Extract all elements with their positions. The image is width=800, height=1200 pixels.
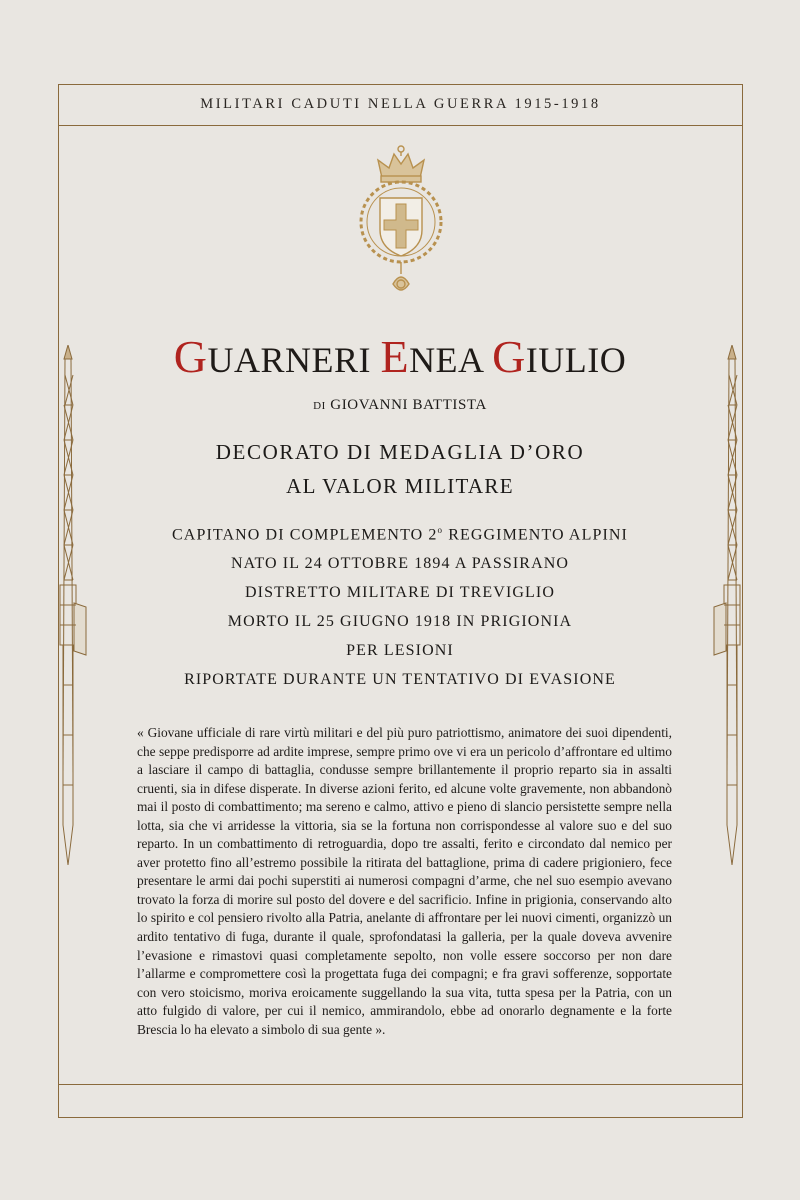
cause-line-1: PER LESIONI — [346, 642, 454, 659]
series-title: MILITARI CADUTI NELLA GUERRA 1915-1918 — [200, 96, 601, 112]
right-lattice-flagpole-icon — [712, 345, 752, 870]
father-prefix: DI — [313, 400, 326, 412]
first-name-initial: E — [380, 331, 410, 382]
medal-motivation: « Giovane ufficiale di rare virtù militari e del più puro patriottismo, animatore dei suoi dipendenti, che seppe predisporre ad ardite imprese, sempre primo ove vi era un pericolo d’affrontare ed ultimo a lasciare il campo di battaglia, condusse sempre brillantemente il proprio reparto sia in assalti cruenti, sia in difese disperate. In diverse azioni ferito, ed alcune volte gravemente, non abbandonò mai il posto di combattimento; ma sereno e calmo, attivo e pieno di slancio persistette sempre nella lotta, sia che vi arridesse la vittoria, sia se la fortuna non corrispondesse al valore suo e del suo reparto. In un combattimento di retroguardia, dopo tre assalti, ferito e circondato dal nemico per aver protetto fino all’estremo possibile la ritirata del battaglione, prima di cadere prigioniero, fece presentare le armi dai pochi superstiti ai numerosi compagni d’arme, che nel suo esempio avevano trovato la forza di morire sul posto del dovere e del sacrificio. Infine in prigionia, conservando alto lo spirito e col pensiero rivolto alla Patria, anelante di affrontare per lei nuovi cimenti, organizzò un ardito tentativo di fuga, durante il quale, sprofondatasi la galleria, per la quale doveva avvenire l’evasione e rimastovi quasi completamente sepolto, non volle essere soccorso per non dare l’allarme e compromettere così la progettata fuga dei compagni; e fra gravi sofferenze, sopportate con vero stoicismo, moriva eroicamente suggellando la sua vita, tutta spesa per la Patria, con un atto fulgido di valore, per cui il nemico, ammirandolo, ebbe ad onorarlo degnamente e la forte Brescia lo ha elevato a simbolo di sua gente ». — [137, 725, 672, 1037]
second-name-initial: G — [492, 331, 526, 382]
left-lattice-flagpole-icon — [48, 345, 88, 870]
second-name-rest: IULIO — [525, 340, 627, 380]
death-line: MORTO IL 25 GIUGNO 1918 IN PRIGIONIA — [227, 613, 573, 630]
rank-line — [0, 525, 800, 544]
rank-text-a: CAPITANO DI COMPLEMENTO 2 — [172, 526, 438, 544]
birth-line: NATO IL 24 OTTOBRE 1894 A PASSIRANO — [230, 555, 570, 572]
decoration-line-1: DECORATO DI MEDAGLIA D’ORO — [215, 440, 585, 464]
decoration-line-2: AL VALOR MILITARE — [286, 474, 514, 498]
fallen-name — [0, 330, 800, 383]
rank-text-b: REGGIMENTO ALPINI — [443, 526, 628, 544]
surname-initial: G — [173, 331, 208, 382]
district-line: DISTRETTO MILITARE DI TREVIGLIO — [245, 584, 555, 601]
first-name-rest: NEA — [409, 340, 483, 380]
savoy-crowned-shield-icon — [356, 140, 446, 300]
father-line — [0, 397, 800, 414]
rank-ordinal: o — [437, 525, 444, 535]
father-name: GIOVANNI BATTISTA — [330, 397, 487, 413]
cause-line-2: RIPORTATE DURANTE UN TENTATIVO DI EVASIONE — [184, 671, 616, 688]
surname-rest: UARNERI — [207, 340, 371, 380]
footer-divider — [58, 1084, 743, 1085]
header-divider — [58, 125, 743, 126]
